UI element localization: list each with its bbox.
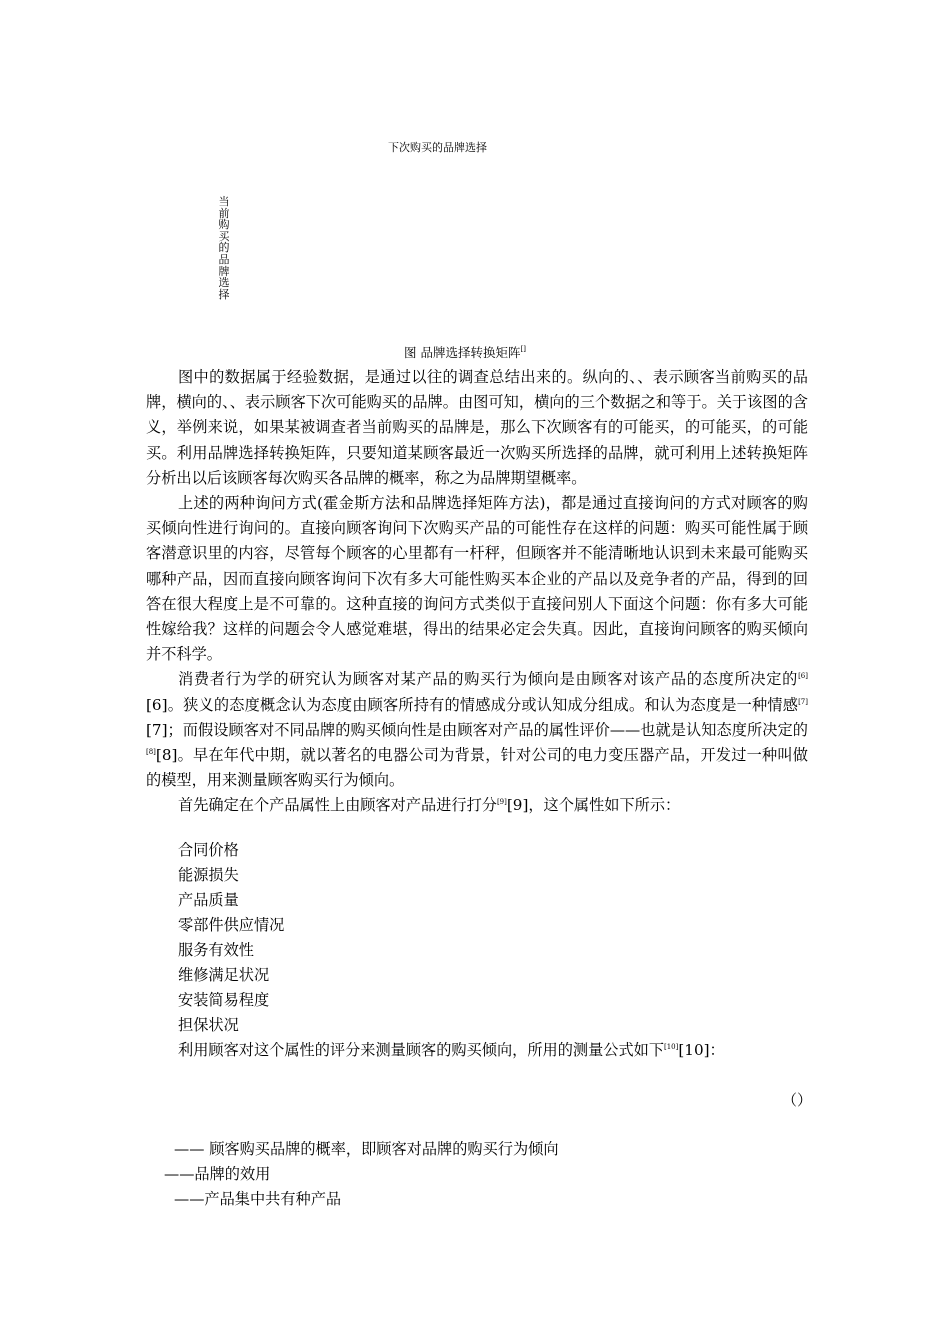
- citation-8: [8]: [146, 748, 156, 757]
- attribute-item: 产品质量: [178, 891, 239, 909]
- paragraph-3: [146, 667, 808, 793]
- attribute-item: 能源损失: [178, 866, 239, 884]
- definition-3: ——产品集中共有种产品: [174, 1190, 342, 1208]
- body-text: [146, 365, 808, 819]
- definition-2: ——品牌的效用: [164, 1165, 271, 1183]
- equation-number: （）: [782, 1091, 813, 1109]
- citation-7: [7]: [798, 697, 808, 706]
- formula-intro-text: 利用顾客对这个属性的评分来测量顾客的购买倾向，所用的测量公式如下: [178, 1041, 664, 1059]
- p3-text-a: 消费者行为学的研究认为顾客对某产品的购买行为倾向是由顾客对该产品的态度所决定的: [178, 670, 799, 689]
- attribute-item: 服务有效性: [178, 941, 254, 959]
- attribute-item: 担保状况: [178, 1016, 239, 1034]
- attribute-item: 合同价格: [178, 841, 239, 859]
- attribute-item: 维修满足状况: [178, 966, 270, 984]
- figure-caption: [404, 343, 526, 361]
- attribute-item: 零部件供应情况: [178, 916, 285, 934]
- formula-intro-tail: [10]：: [678, 1041, 725, 1059]
- definition-1: —— 顾客购买品牌的概率，即顾客对品牌的购买行为倾向: [174, 1140, 559, 1158]
- attribute-item: 安装简易程度: [178, 991, 270, 1009]
- figure-side-label: 当前购买的品牌选择: [218, 195, 230, 301]
- formula-intro: [178, 1038, 725, 1063]
- citation-6: [6]: [798, 672, 808, 681]
- figure-caption-text: 图 品牌选择转换矩阵: [404, 345, 521, 360]
- p3-text-b: [6]。狭义的态度概念认为态度由顾客所持有的情感成分或认知成分组成。和认为态度是一种情感: [146, 695, 799, 714]
- paragraph-2: 上述的两种询问方式(霍金斯方法和品牌选择矩阵方法)，都是通过直接询问的方式对顾客的购买倾向性进行询问的。直接向顾客询问下次购买产品的可能性存在这样的问题：购买可能性属于顾客潜意识里的内容，尽管每个顾客的心里都有一杆秤，但顾客并不能清晰地认识到未来最可能购买哪种产品，因而直接向顾客询问下次有多大可能性购买本企业的产品以及竞争者的产品，得到的回答在很大程度上是不可靠的。这种直接的询问方式类似于直接问别人下面这个问题：你有多大可能性嫁给我？这样的问题会令人感觉难堪，得出的结果必定会失真。因此，直接询问顾客的购买倾向并不科学。: [146, 494, 808, 664]
- p3-text-d: [8]。早在年代中期，就以著名的电器公司为背景，针对公司的电力变压器产品，开发过一种叫做 的模型，用来测量顾客购买行为倾向。: [146, 746, 808, 790]
- citation-10: [10]: [664, 1043, 679, 1051]
- figure-top-label: 下次购买的品牌选择: [388, 141, 487, 154]
- citation-9: [9]: [496, 798, 507, 807]
- figure-caption-ref: []: [520, 345, 526, 353]
- paragraph-1: 图中的数据属于经验数据，是通过以往的调查总结出来的。纵向的、、表示顾客当前购买的品牌，横向的、、表示顾客下次可能购买的品牌。由图可知，横向的三个数据之和等于。关于该图的含义，举例来说，如果某被调查者当前购买的品牌是，那么下次顾客有的可能买，的可能买，的可能买。利用品牌选择转换矩阵，只要知道某顾客最近一次购买所选择的品牌，就可利用上述转换矩阵分析出以后该顾客每次购买各品牌的概率，称之为品牌期望概率。: [146, 368, 808, 487]
- p3-text-c: [7]；而假设顾客对不同品牌的购买倾向性是由顾客对产品的属性评价——也就是认知态度所决定的: [146, 720, 808, 739]
- paragraph-4: [146, 793, 808, 818]
- p4-text-b: [9]，这个属性如下所示：: [506, 796, 681, 815]
- p4-text-a: 首先确定在个产品属性上由顾客对产品进行打分: [178, 796, 497, 815]
